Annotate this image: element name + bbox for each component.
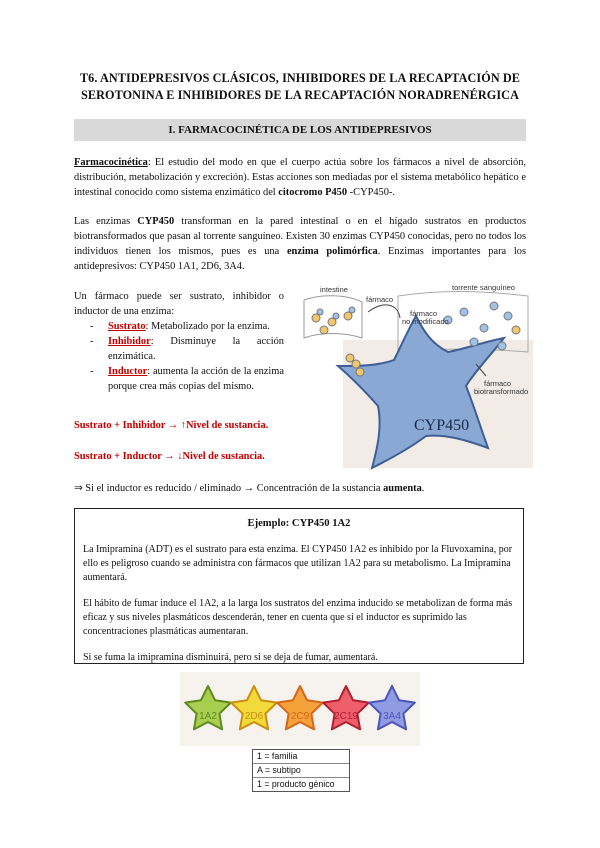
note-c: . <box>421 483 425 494</box>
p1-tail: -CYP450-. <box>347 187 395 198</box>
document-title <box>74 70 526 104</box>
formula-inhibidor: Sustrato + Inhibidor → ↑Nivel de sustancia. <box>74 420 269 431</box>
paragraph-cyp450 <box>74 214 526 274</box>
role-term: Sustrato <box>108 321 146 332</box>
p1-text: : El estudio del modo en que el cuerpo actúa sobre los fármacos a nivel de absorción, distribución, metabolización y excreción). Estas acciones son mediadas por el sistema metabólico hepático e intestinal conocido como sistema enzimático del <box>74 157 526 198</box>
role-item-sustrato: - Sustrato: Metabolizado por la enzima. <box>90 321 270 332</box>
section-heading-text: I. FARMACOCINÉTICA DE LOS ANTIDEPRESIVOS <box>168 124 432 136</box>
role-desc: : Disminuye la acción enzimática. <box>108 336 284 362</box>
paragraph-farmacocinetica <box>74 155 526 200</box>
role-desc: : aumenta la acción de la enzima porque crea más copias del mismo. <box>108 366 284 392</box>
title-line-1: T6. ANTIDEPRESIVOS CLÁSICOS, INHIBIDORES DE LA RECAPTACIÓN DE <box>79 71 521 85</box>
section-heading <box>74 119 526 141</box>
label-no-modificado-1: fármaco <box>410 309 438 318</box>
term-farmacocinetica: Farmacocinética <box>74 157 148 168</box>
example-paragraph-1: La Imipramina (ADT) es el sustrato para esta enzima. El CYP450 1A2 es inhibido por la Fluvoxamina, por ello es peligroso cuando se administra con fármacos que utilizan 1A2 para su metabolismo. La Imipramina aumentará. <box>83 544 513 583</box>
cyp450-diagram <box>298 282 538 472</box>
label-torrente: torrente sanguíneo <box>452 283 515 292</box>
note-a: ⇒ Si el inductor es reducido / eliminado → Concentración de la sustancia <box>74 483 384 494</box>
example-title: Ejemplo: CYP450 1A2 <box>247 518 351 529</box>
enzyme-roles <box>74 289 284 394</box>
example-box <box>74 508 524 664</box>
role-item-inhibidor: - Inhibidor: Disminuye la acción enzimática. <box>90 336 284 362</box>
legend-subtipo: A = subtipo <box>253 763 349 777</box>
label-intestine: intestine <box>320 285 348 294</box>
label-farmaco: fármaco <box>366 295 394 304</box>
p2-c: transforman en la pared intestinal o en el hígado sustratos en productos biotransformados que pasan al torrente sanguíneo. Existen 30 enzimas CYP450 conocidas, pero no todos los individuos tienen los mismos, pues es una <box>74 216 526 257</box>
isoform-legend <box>252 749 350 792</box>
isoform-star-label: 2C19 <box>334 711 358 722</box>
isoform-star-label: 3A4 <box>383 711 401 722</box>
term-enzima-polimorfica: enzima polimórfica <box>286 246 378 257</box>
paragraph-inductor-note <box>74 481 526 496</box>
role-term: Inhibidor <box>108 336 151 347</box>
title-line-2: SEROTONINA E INHIBIDORES DE LA RECAPTACIÓN NORADRENÉRGICA <box>81 88 519 102</box>
label-biotrans-1: fármaco <box>484 379 512 388</box>
isoform-star-label: 1A2 <box>199 711 217 722</box>
isoform-star-label: 2D6 <box>244 711 264 722</box>
roles-intro: Un fármaco puede ser sustrato, inhibidor o inductor de una enzima: <box>74 291 284 317</box>
legend-familia: 1 = familia <box>257 751 298 761</box>
example-paragraph-2: El hábito de fumar induce el 1A2, a la larga los sustratos del enzima inducido se metabolizan de forma más eficaz y sus niveles plasmáticos descenderán, tener en cuenta que si el inductor es suprimido las concentraciones plasmáticas aumentaran. <box>83 598 513 637</box>
legend-producto: 1 = producto génico <box>253 777 349 791</box>
role-desc: : Metabolizado por la enzima. <box>145 321 270 332</box>
note-aumenta: aumenta <box>383 483 422 494</box>
term-cyp450: CYP450 <box>137 216 175 227</box>
enzyme-label: CYP450 <box>414 417 470 434</box>
isoform-star-label: 2C9 <box>290 711 310 722</box>
label-no-modificado-2: no modificado <box>402 317 449 326</box>
example-paragraph-3: Si se fuma la imipramina disminuirá, pero si se deja de fumar, aumentará. <box>83 652 378 663</box>
cyp450-isoform-stars <box>180 672 420 746</box>
role-term: Inductor <box>108 366 148 377</box>
p2-a: Las enzimas <box>74 216 138 227</box>
term-citocromo: citocromo P450 <box>278 187 348 198</box>
label-biotrans-2: biotransformado <box>474 387 529 396</box>
role-item-inductor: - Inductor: aumenta la acción de la enzima porque crea más copias del mismo. <box>90 366 284 392</box>
formula-inductor: Sustrato + Inductor → ↓Nivel de sustancia. <box>74 451 265 462</box>
p2-e: . Enzimas importantes para los antidepresivos: CYP450 1A1, 2D6, 3A4. <box>74 246 526 272</box>
roles-list <box>74 319 284 394</box>
